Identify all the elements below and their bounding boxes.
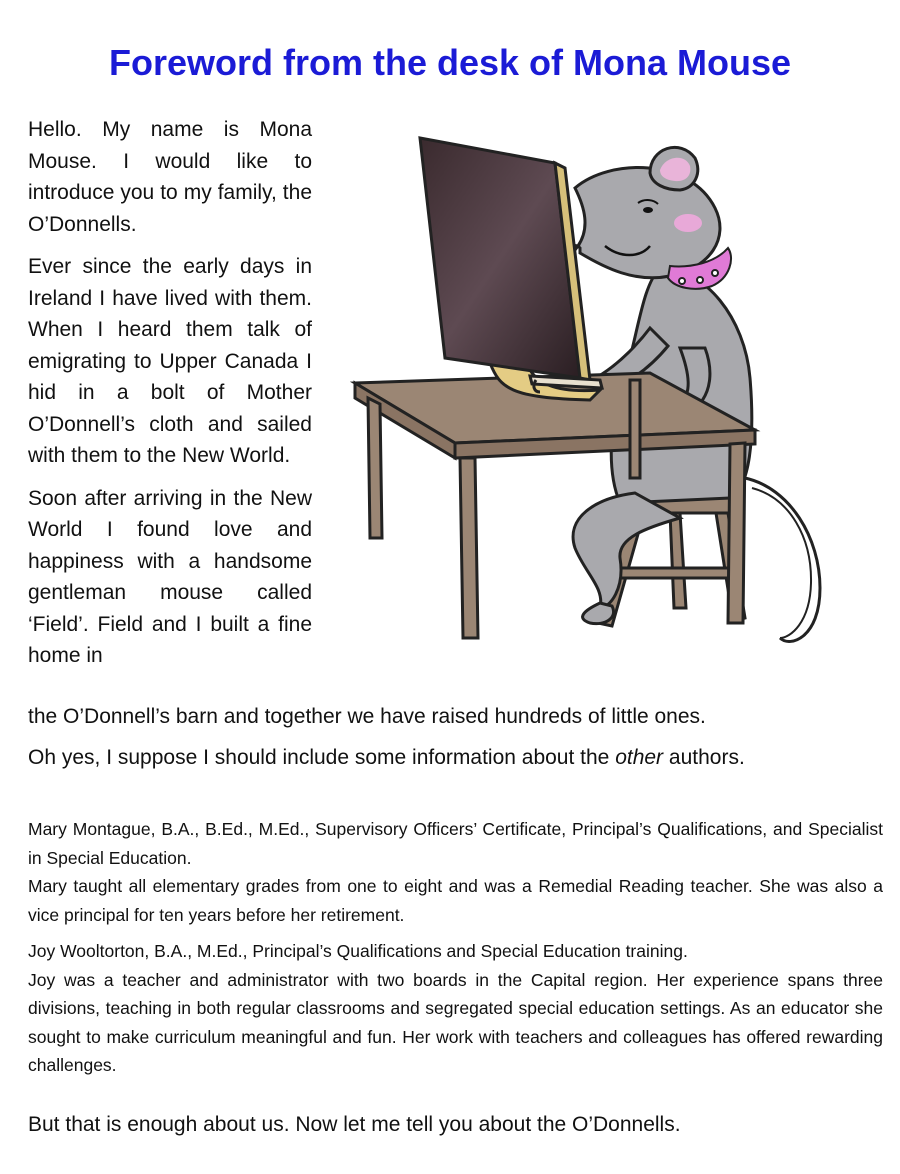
authors-intro-after: authors. (663, 746, 745, 769)
mouse-tail (745, 478, 820, 641)
authors-intro (28, 742, 878, 773)
intro-paragraph-2: Ever since the early days in Ireland I have lived with them. When I heard them talk of emigrating to Upper Canada I hid in a bolt of Mother O’Donnell’s cloth and sailed with them to the New World. (28, 255, 312, 467)
author-bio-joy (28, 937, 883, 1080)
intro-continuation: the O’Donnell’s barn and together we have raised hundreds of little ones. (28, 705, 706, 728)
author-bio-text: Mary taught all elementary grades from one to eight and was a Remedial Reading teacher. She was also a vice principal for ten years before her retirement. (28, 876, 883, 925)
author-bio-text: Joy was a teacher and administrator with two boards in the Capital region. Her experience spans three divisions, teaching in both regular classrooms and segregated special education settings. As an educator she sought to make curriculum meaningful and fun. Her work with teachers and colleagues has offered rewarding challenges. (28, 969, 883, 1075)
intro-paragraph-1: Hello. My name is Mona Mouse. I would like to introduce you to my family, the O’Donnells. (28, 118, 312, 236)
intro-paragraph-3: Soon after arriving in the New World I found love and happiness with a handsome gentleman mouse called ‘Field’. Field and I built a fine home in (28, 486, 312, 667)
author-credentials: Joy Wooltorton, B.A., M.Ed., Principal’s Qualifications and Special Education training. (28, 941, 688, 961)
authors-intro-before: Oh yes, I suppose I should include some information about the (28, 746, 616, 769)
authors-intro-emphasis: other (615, 746, 664, 769)
page-title: Foreword from the desk of Mona Mouse (108, 42, 792, 83)
mona-mouse-illustration (350, 118, 860, 673)
closing-line: But that is enough about us. Now let me tell you about the O’Donnells. (28, 1113, 681, 1136)
author-bio-mary (28, 815, 883, 929)
author-credentials: Mary Montague, B.A., B.Ed., M.Ed., Supervisory Officers’ Certificate, Principal’s Qualifications, and Specialist in Special Education. (28, 819, 883, 868)
computer-monitor (420, 138, 602, 400)
intro-column (28, 114, 312, 672)
